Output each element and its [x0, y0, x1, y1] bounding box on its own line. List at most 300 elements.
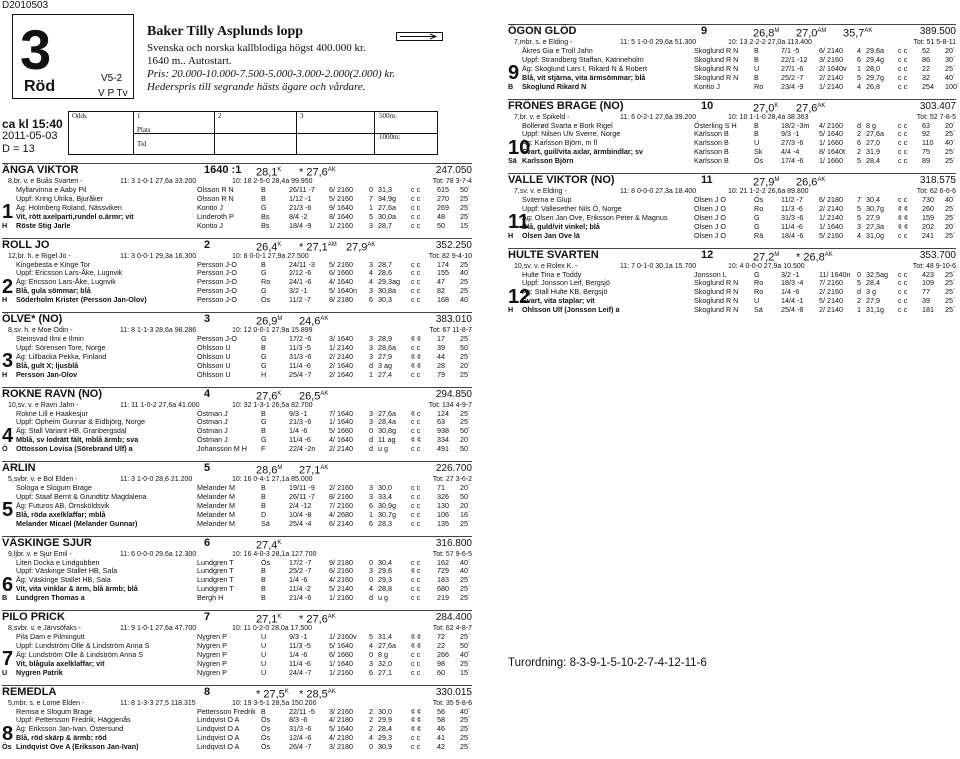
- odds: 63: [922, 122, 930, 131]
- odds: 110: [922, 139, 933, 148]
- race-date-distance: 25/2 -7: [781, 74, 803, 83]
- track: Ro: [261, 278, 270, 287]
- track: B: [261, 576, 266, 585]
- race-date-distance: 14/4 -1: [781, 297, 803, 306]
- odds-type: c c: [411, 269, 420, 278]
- placing: 1/ 2160: [329, 594, 353, 603]
- placing: 3/ 2180: [329, 743, 353, 752]
- km-time: 34,9g: [378, 195, 396, 204]
- driver: Olsen J O: [694, 205, 726, 214]
- km-time: 29,9: [378, 716, 392, 725]
- start-pos: 5: [857, 205, 861, 214]
- prize: 25´: [460, 585, 470, 594]
- race-date-distance: 11/3 -5: [289, 344, 311, 353]
- record-1-value: 26,8: [753, 28, 774, 40]
- start-pos: 2: [369, 716, 373, 725]
- starts-last-year: 10: 12 0-0-1 27,9a 15.899: [232, 326, 313, 335]
- odds: 729: [437, 567, 449, 576]
- place-1-label: 1: [137, 112, 141, 120]
- km-time: 11 ag: [378, 436, 395, 445]
- race-date-distance: 23/4 -9: [781, 83, 803, 92]
- horse-number-odds: 4: [204, 388, 210, 401]
- starts-last-year: 10: 18 2-5-0 28,4a 99.950: [232, 177, 313, 186]
- info-text: Melander Micael (Melander Gunnar): [16, 520, 137, 529]
- odds-type: c c: [898, 306, 907, 315]
- race-line: [2, 660, 472, 669]
- odds-type: ¢ ¢: [898, 205, 908, 214]
- placing: 8/ 1640: [329, 213, 353, 222]
- odds: 155: [437, 269, 449, 278]
- odds-type: c c: [411, 195, 420, 204]
- driver: Ohlsson U: [197, 353, 231, 362]
- odds-type: c c: [898, 288, 907, 297]
- prize: 40´: [460, 708, 470, 717]
- odds: 423: [922, 271, 934, 280]
- race-date-distance: 26/11 -7: [289, 493, 315, 502]
- draw-order: Turordning: 8-3-9-1-5-10-2-7-4-12-11-6: [508, 657, 707, 669]
- info-text: Vit, vita vinklar & ärm, blå ärmb; blå: [16, 585, 138, 594]
- info-text: Sviterna e Glup: [522, 196, 572, 205]
- odds-type: c c: [411, 585, 420, 594]
- odds-type: c c: [411, 484, 420, 493]
- horse-details: [508, 196, 956, 240]
- odds-type: ¢ c: [411, 410, 421, 419]
- start-pos: 5: [857, 157, 861, 166]
- trophy-arrow-icon: [396, 32, 444, 42]
- record-2-sup: AK: [825, 252, 833, 258]
- odds-type: c c: [411, 669, 420, 678]
- start-pos: 2: [857, 130, 861, 139]
- prize: 25´: [945, 271, 955, 280]
- prize: 50´: [460, 344, 470, 353]
- odds-type: c c: [411, 427, 420, 436]
- km-time: 30,7g: [378, 511, 396, 520]
- km-time: 29,6: [378, 567, 392, 576]
- record-1-sup: K: [774, 103, 778, 109]
- placing: 1/ 2160: [329, 669, 353, 678]
- start-pos: 2: [369, 725, 373, 734]
- starts-total: Tot: 82 9-4-10: [429, 252, 472, 261]
- track: Ös: [261, 559, 270, 568]
- start-pos: 3: [369, 567, 373, 576]
- odds: 106: [437, 511, 449, 520]
- horse-name: FRÖNES BRAGE (NO): [508, 100, 624, 113]
- line-label: H: [2, 222, 7, 231]
- record-2-value: 27,0: [796, 28, 817, 40]
- horse-age-sire: 9,ljbr. v. e Sjur Emil -: [8, 550, 72, 559]
- odds: 730: [922, 196, 934, 205]
- record-1-sup: M: [277, 465, 282, 471]
- horse-entry: [508, 173, 956, 248]
- record-1-value: 26,9: [256, 316, 277, 328]
- race-date-distance: 8/3 -6: [289, 716, 307, 725]
- horse-details: [2, 484, 472, 528]
- placing: 1/ 2140: [819, 214, 843, 223]
- start-pos: 1: [857, 306, 861, 315]
- odds-type: c c: [898, 232, 907, 241]
- odds-type: ¢ ¢: [411, 716, 421, 725]
- start-pos: 3: [369, 418, 373, 427]
- km-time: 28,6a: [378, 344, 396, 353]
- km-time: 8 g: [866, 122, 876, 131]
- placing: 11/ 1640n: [819, 271, 850, 280]
- place-2-label: 2: [218, 112, 222, 120]
- horse-header: [2, 388, 472, 401]
- placing: 6/ 2160: [329, 186, 353, 195]
- info-text: Skoglund Rikard N: [522, 83, 586, 92]
- race-date-distance: 8/4 -2: [289, 213, 307, 222]
- race-date-distance: 3/2 -1: [289, 287, 307, 296]
- odds-type: c c: [411, 660, 420, 669]
- start-pos: 6: [369, 520, 373, 529]
- driver: Persson J-O: [197, 261, 237, 270]
- race-date-distance: 25/4 -7: [289, 371, 311, 380]
- track: G: [261, 436, 267, 445]
- track: Sä: [261, 520, 270, 529]
- driver: Nygren P: [197, 642, 227, 651]
- plats-label: Plats: [137, 126, 151, 134]
- track: Bs: [261, 222, 269, 231]
- odds: 86: [922, 56, 930, 65]
- odds: 98: [437, 660, 445, 669]
- race-date-distance: 11/3 -5: [289, 642, 311, 651]
- placing: 6/ 1660: [329, 269, 353, 278]
- track: Ös: [754, 196, 763, 205]
- horse-name: VALLE VIKTOR (NO): [508, 174, 615, 187]
- odds: 28: [437, 362, 445, 371]
- placing: 4/ 2680: [329, 511, 353, 520]
- horse-details: [508, 47, 956, 91]
- info-text: Uppf: Nilsen Ulv Sverre, Norge: [522, 130, 620, 139]
- race-date-distance: 21/3 -6: [289, 204, 311, 213]
- record-1-sup: M: [774, 177, 779, 183]
- odds-type: c c: [411, 222, 420, 231]
- track: G: [754, 223, 760, 232]
- track: U: [261, 669, 266, 678]
- driver: Skoglund R N: [694, 288, 738, 297]
- prize: 25´: [945, 65, 955, 74]
- odds: 266: [437, 651, 449, 660]
- post-number: 8: [2, 724, 13, 744]
- horse-name: ÖLVE* (NO): [2, 313, 62, 326]
- starts-total: Tot: 35 5-8-6: [433, 699, 472, 708]
- horse-name: ROLL JO: [2, 239, 49, 252]
- horse-details: [2, 633, 472, 677]
- race-date-distance: 1/4 -6: [781, 288, 799, 297]
- km-time: 29,7g: [866, 74, 884, 83]
- odds-type: c c: [411, 344, 420, 353]
- post-number: 2: [2, 277, 13, 297]
- placing: 2/ 1640: [329, 362, 353, 371]
- prize: 25´: [460, 633, 470, 642]
- placing: 8/ 2180: [329, 296, 353, 305]
- horse-entry: [2, 685, 472, 759]
- driver: Olsson R N: [197, 186, 234, 195]
- track: B: [754, 122, 759, 131]
- info-text: Blå, vit stjärna, vita ärmsömmar; blå: [522, 74, 645, 83]
- driver: Lindqvist O A: [197, 716, 239, 725]
- odds: 130: [437, 502, 449, 511]
- race-line: [2, 594, 472, 603]
- odds: 326: [437, 493, 449, 502]
- prize: 25´: [460, 716, 470, 725]
- starts-total: Tot: 134 4-9-7: [429, 401, 472, 410]
- track: B: [754, 74, 759, 83]
- record-1-value: * 27,5: [256, 688, 285, 700]
- driver: Melander M: [197, 511, 235, 520]
- race-date-distance: 31/3 -6: [781, 214, 803, 223]
- race-date-distance: 9/3 -1: [289, 633, 307, 642]
- horse-name: ÄNGA VIKTOR: [2, 164, 78, 177]
- driver: Persson J-O: [197, 335, 237, 344]
- prize: 25´: [460, 204, 470, 213]
- horse-details: [2, 186, 472, 230]
- horse-entry: [508, 248, 956, 323]
- race-date-distance: 27/3 -6: [781, 139, 803, 148]
- horse-summary: [508, 187, 956, 196]
- info-text: Pila Dam e Pilmingutt: [16, 633, 85, 642]
- horse-age-sire: 12,br. h. e Rigel Jo -: [8, 252, 71, 261]
- horse-details: [508, 122, 956, 166]
- race-line: [2, 445, 472, 454]
- race-date-distance: 1/4 -6: [289, 576, 307, 585]
- placing: 5/ 1640n: [329, 287, 357, 296]
- race-date-distance: 25/2 -7: [289, 567, 311, 576]
- track: Bs: [261, 213, 269, 222]
- prize: 25´: [460, 261, 470, 270]
- horse-number-odds: 3: [204, 313, 210, 326]
- driver: Melander M: [197, 520, 235, 529]
- info-text: Liten Docka e Lindgubben: [16, 559, 100, 568]
- odds-type: c c: [411, 445, 420, 454]
- prize: 30´: [945, 56, 955, 65]
- odds: 63: [437, 418, 445, 427]
- prize: 20´: [945, 47, 955, 56]
- record-1-sup: K: [277, 167, 281, 173]
- record-1-sup: M: [774, 28, 779, 34]
- placing: 9/ 1640: [329, 204, 353, 213]
- start-pos: 3: [369, 410, 373, 419]
- placing: 2/ 2140: [819, 205, 843, 214]
- placing: 2/ 2140: [329, 445, 353, 454]
- odds-type: ¢ ¢: [411, 436, 421, 445]
- driver: Olsen J O: [694, 214, 726, 223]
- odds: 270: [437, 195, 449, 204]
- odds: 46: [437, 725, 445, 734]
- km-time: 30,0: [378, 484, 392, 493]
- start-pos: 4: [857, 83, 861, 92]
- starts-total: Tot: 57 9-6-5: [433, 550, 472, 559]
- odds-type: ¢ ¢: [898, 214, 908, 223]
- prize: 20´: [945, 223, 955, 232]
- starts-this-year: 11: 7 0-1-0 30,1a 15.700: [620, 262, 696, 271]
- info-text: Äg: Holmberg Roland, Nässviken: [16, 204, 122, 213]
- track: B: [754, 56, 759, 65]
- odds-type: c c: [898, 271, 907, 280]
- odds-type: ¢ ¢: [411, 353, 421, 362]
- start-pos: 0: [369, 186, 373, 195]
- prize: 25´: [945, 232, 955, 241]
- line-label: H: [508, 232, 513, 241]
- race-date-distance: 9/3 -1: [781, 130, 799, 139]
- record-2-sup: AK: [320, 316, 328, 322]
- km-time: 33,4: [378, 493, 392, 502]
- horse-name: PILO PRICK: [2, 611, 65, 624]
- odds: 72: [437, 633, 445, 642]
- info-text: Röste Stig Jarle: [16, 222, 70, 231]
- km-time: 29,6a: [866, 47, 884, 56]
- start-pos: 4: [857, 232, 861, 241]
- start-pos: 5: [369, 213, 373, 222]
- horse-number-odds: 5: [204, 462, 210, 475]
- odds: 92: [922, 130, 930, 139]
- track: G: [754, 271, 760, 280]
- start-pos: 3: [369, 287, 373, 296]
- track: B: [261, 410, 266, 419]
- placing: 5/ 2160: [329, 195, 353, 204]
- race-date-distance: 11/4 -6: [289, 362, 311, 371]
- info-text: Ohlsson Ulf (Jonsson Leif) a: [522, 306, 619, 315]
- race-date-distance: 18/2 -3m: [781, 122, 809, 131]
- race-line: [2, 520, 472, 529]
- starts-total: Tot: 27 3-6-2: [433, 475, 472, 484]
- starts-last-year: 10: 10 1-1-0 28,4a 38.363: [728, 113, 809, 122]
- horse-entry: [2, 312, 472, 387]
- prize: 40´: [460, 651, 470, 660]
- horse-age-sire: 7,br. v. e Spikeld -: [514, 113, 570, 122]
- info-text: Söderholm Krister (Persson Jan-Olov): [16, 296, 147, 305]
- start-pos: d: [369, 445, 373, 454]
- start-pos: 6: [857, 56, 861, 65]
- km-time: 29,3ag: [378, 278, 400, 287]
- placing: 2/ 2160: [329, 484, 353, 493]
- odds: 254: [922, 83, 934, 92]
- odds-type: c c: [898, 122, 907, 131]
- info-text: Uppf: Strandberg Staffan, Katrineholm: [522, 56, 644, 65]
- info-text: Uppf: Pettersson Fredrik, Häggenås: [16, 716, 131, 725]
- line-label: B: [2, 594, 7, 603]
- odds-type: ¢ ¢: [411, 708, 421, 717]
- split-500-label: 500m:: [379, 112, 397, 120]
- km-time: 30,7g: [866, 205, 884, 214]
- info-text: Blå, guld/vit vinkel; blå: [522, 223, 600, 232]
- track: Ös: [261, 734, 270, 743]
- start-pos: 0: [857, 271, 861, 280]
- line-label: B: [508, 83, 513, 92]
- placing: 6/ 2140: [329, 520, 353, 529]
- post-number: 10: [508, 138, 530, 158]
- info-text: Blå, gula sömmar; blå: [16, 287, 91, 296]
- odds-type: ¢ ¢: [411, 642, 421, 651]
- prize: 50´: [460, 427, 470, 436]
- prize: 20´: [945, 122, 955, 131]
- driver: Skoglund R N: [694, 297, 738, 306]
- line-label: Sä: [508, 157, 517, 166]
- odds-type: c c: [411, 743, 420, 752]
- starts-this-year: 11: 3 0-0-1 29,3a 16.300: [120, 252, 196, 261]
- horse-entry: [2, 610, 472, 685]
- start-pos: 7: [369, 195, 373, 204]
- driver: Lindqvist O A: [197, 725, 239, 734]
- start-pos: 3: [369, 493, 373, 502]
- starts-total: Tot: 62 4-8-7: [433, 624, 472, 633]
- track: G: [261, 204, 267, 213]
- info-text: Uppf: Väskinge Stallet HB, Sala: [16, 567, 117, 576]
- race-date-distance: 25/4 -4: [289, 520, 311, 529]
- start-pos: 7: [857, 196, 861, 205]
- track: B: [261, 502, 266, 511]
- prize: 25´: [460, 335, 470, 344]
- driver: Persson J-O: [197, 269, 237, 278]
- placing: 5/ 2160: [819, 232, 843, 241]
- horse-header: [508, 249, 956, 262]
- info-text: Äg: Futuros AB, Örnsköldsvik: [16, 502, 109, 511]
- driver: Skoglund R N: [694, 74, 738, 83]
- driver: Lundgren T: [197, 576, 234, 585]
- placing: 4/ 2160: [329, 576, 353, 585]
- start-pos: 4: [857, 47, 861, 56]
- starts-last-year: 10: 19 3-5-1 28,5a 150.200: [232, 699, 316, 708]
- info-text: Hulte Tina e Toddy: [522, 271, 581, 280]
- post-number: 6: [2, 575, 13, 595]
- prize: 25´: [460, 287, 470, 296]
- placing: 6/ 1660: [329, 651, 353, 660]
- prize: 25´: [460, 195, 470, 204]
- km-time: 28,7: [378, 261, 392, 270]
- placing: 1/ 2160v: [329, 633, 357, 642]
- odds-type: ¢ ¢: [411, 335, 421, 344]
- track: F: [261, 445, 265, 454]
- race-d-number: D = 13: [2, 143, 35, 155]
- race-honor-prize: Hederspris till segrande hästs ägare och vårdare.: [147, 81, 365, 93]
- race-date-distance: 24/1 -6: [289, 278, 311, 287]
- track: Ös: [261, 296, 270, 305]
- odds-type: c c: [411, 511, 420, 520]
- start-pos: 2: [857, 297, 861, 306]
- starts-this-year: 11: 8 1-3-3 27,5 118.315: [120, 699, 196, 708]
- prize: 50´: [460, 642, 470, 651]
- track: U: [261, 660, 266, 669]
- info-text: Lundgren Thomas a: [16, 594, 85, 603]
- starts-this-year: 11: 9 1-0-1 27,6a 47.700: [120, 624, 196, 633]
- race-date-distance: 4/4 -4: [781, 148, 799, 157]
- horse-number-odds: 6: [204, 537, 210, 550]
- race-title: Baker Tilly Asplunds lopp: [147, 24, 303, 40]
- prize-money: 247.050: [436, 164, 472, 177]
- info-text: Blå, röd skärp & ärmb; röd: [16, 734, 107, 743]
- odds: 491: [437, 445, 449, 454]
- info-text: Bollerød Svarta e Bork Rigel: [522, 122, 613, 131]
- placing: 4/ 2180: [329, 734, 353, 743]
- track: B: [261, 186, 266, 195]
- driver: Kontio J: [197, 222, 223, 231]
- info-text: Lindqvist Ove A (Eriksson Jan-Ivan): [16, 743, 138, 752]
- driver: Ohlsson U: [197, 362, 231, 371]
- race-line: [508, 83, 956, 92]
- track: B: [261, 195, 266, 204]
- start-pos: 1: [369, 371, 373, 380]
- horse-number-odds: 8: [204, 686, 210, 699]
- record-2-value: * 26,8: [796, 251, 825, 263]
- track: B: [754, 130, 759, 139]
- info-text: Äg: Eriksson Jan-Ivan, Östersund: [16, 725, 123, 734]
- prize-money: 353.700: [920, 249, 956, 262]
- info-text: Äg: Karlsson Björn, m fl: [522, 139, 597, 148]
- line-label: Ö: [2, 445, 8, 454]
- info-text: Uppf: Opheim Gunnar & Eidbjörg, Norge: [16, 418, 145, 427]
- placing: 5/ 1640: [819, 130, 843, 139]
- race-date-distance: 31/3 -6: [289, 725, 311, 734]
